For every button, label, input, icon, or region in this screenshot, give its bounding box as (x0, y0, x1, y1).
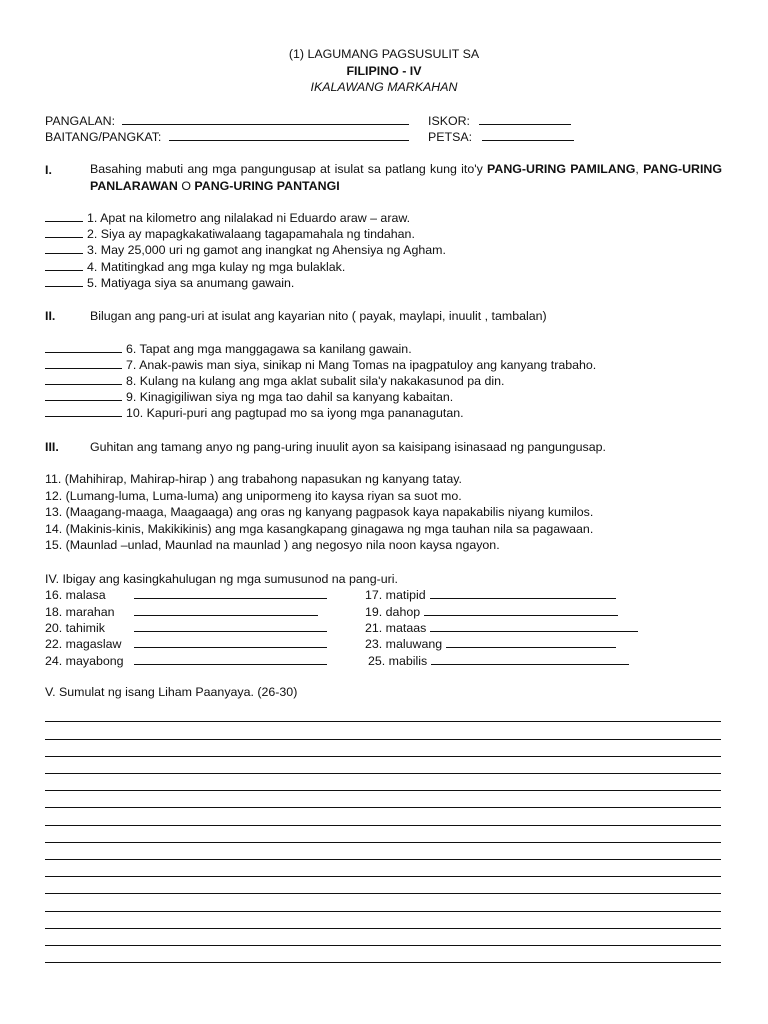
answer-blank[interactable] (45, 405, 122, 417)
answer-blank[interactable] (45, 226, 83, 238)
answer-blank[interactable] (431, 653, 629, 665)
synonym-word: 24. mayabong (45, 654, 124, 668)
list-item (45, 357, 596, 373)
answer-blank[interactable] (45, 357, 122, 369)
writing-line[interactable] (45, 945, 721, 946)
answer-blank[interactable] (134, 620, 327, 632)
synonym-item (368, 653, 629, 669)
list-item (45, 405, 464, 421)
list-item (45, 242, 446, 258)
list-item (45, 275, 294, 291)
answer-blank[interactable] (446, 636, 616, 648)
name-label: PANGALAN: (45, 114, 116, 128)
writing-line[interactable] (45, 962, 721, 963)
part3-numeral: III. (45, 440, 59, 454)
part5-instruction: V. Sumulat ng isang Liham Paanyaya. (26-30) (45, 685, 298, 699)
list-item (45, 373, 504, 389)
list-item: 11. (Mahihirap, Mahirap-hirap ) ang trabahong napasukan ng kanyang tatay. (45, 472, 462, 486)
synonym-item (45, 587, 327, 603)
part1-pantangi: PANG-URING PANTANGI (194, 179, 340, 193)
synonym-item (45, 604, 318, 620)
item-text: 10. Kapuri-puri ang pagtupad mo sa iyong mga pananagutan. (126, 406, 464, 420)
score-blank[interactable] (479, 113, 571, 125)
writing-line[interactable] (45, 773, 721, 774)
answer-blank[interactable] (45, 389, 122, 401)
answer-blank[interactable] (134, 604, 318, 616)
list-item (45, 210, 410, 226)
item-text: 3. May 25,000 uri ng gamot ang inangkat ng Ahensiya ng Agham. (87, 243, 446, 257)
test-title: (1) LAGUMANG PAGSUSULIT SA (288, 47, 480, 61)
synonym-word: 18. marahan (45, 605, 115, 619)
grade-field (45, 129, 409, 145)
writing-line[interactable] (45, 825, 721, 826)
synonym-word: 19. dahop (365, 605, 421, 619)
list-item: 15. (Maunlad –unlad, Maunlad na maunlad ) ang negosyo nila noon kaysa ngayon. (45, 538, 500, 552)
synonym-word: 20. tahimik (45, 621, 105, 635)
answer-blank[interactable] (430, 587, 616, 599)
answer-blank[interactable] (424, 604, 618, 616)
answer-blank[interactable] (45, 341, 122, 353)
list-item: 14. (Makinis-kinis, Makikikinis) ang mga kasangkapang ginagawa ng mga tauhan nila sa pagawaan. (45, 522, 594, 536)
answer-blank[interactable] (45, 275, 83, 287)
writing-line[interactable] (45, 739, 721, 740)
writing-line[interactable] (45, 807, 721, 808)
answer-blank[interactable] (45, 210, 83, 222)
part2-instruction: Bilugan ang pang-uri at isulat ang kayarian nito ( payak, maylapi, inuulit , tambalan) (90, 309, 547, 323)
answer-blank[interactable] (134, 636, 327, 648)
list-item (45, 341, 412, 357)
part1-numeral: I. (45, 163, 52, 177)
synonym-item (45, 620, 327, 636)
item-text: 9. Kinagigiliwan siya ng mga tao dahil sa kanyang kabaitan. (126, 390, 454, 404)
score-label: ISKOR: (428, 114, 470, 128)
list-item: 12. (Lumang-luma, Luma-luma) ang unipormeng ito kaysa riyan sa suot mo. (45, 489, 462, 503)
item-text: 1. Apat na kilometro ang nilalakad ni Eduardo araw – araw. (87, 211, 411, 225)
synonym-word: 22. magaslaw (45, 637, 122, 651)
part1-comma: , (635, 162, 644, 176)
writing-line[interactable] (45, 756, 721, 757)
writing-line[interactable] (45, 876, 721, 877)
synonym-item (365, 587, 616, 603)
synonym-item (365, 620, 638, 636)
synonym-item (45, 653, 327, 669)
answer-blank[interactable] (134, 653, 327, 665)
item-text: 6. Tapat ang mga manggagawa sa kanilang gawain. (126, 342, 412, 356)
part2-numeral: II. (45, 309, 56, 323)
synonym-word: 17. matipid (365, 588, 426, 602)
part1-panlarawan: PANG-URING PANLARAWAN (90, 162, 723, 193)
date-label: PETSA: (428, 130, 473, 144)
item-text: 8. Kulang na kulang ang mga aklat subalit sila'y nakakasunod pa din. (126, 374, 505, 388)
grade-label: BAITANG/PANGKAT: (45, 130, 162, 144)
part3-instruction: Guhitan ang tamang anyo ng pang-uring inuulit ayon sa kaisipang isinasaad ng pangungusap. (90, 440, 606, 454)
date-field (428, 129, 574, 145)
synonym-word: 23. maluwang (365, 637, 443, 651)
answer-blank[interactable] (45, 373, 122, 385)
list-item (45, 389, 453, 405)
synonym-word: 16. malasa (45, 588, 106, 602)
quarter-title: IKALAWANG MARKAHAN (310, 80, 458, 94)
synonym-word: 21. mataas (365, 621, 427, 635)
list-item: 13. (Maagang-maaga, Maagaaga) ang oras ng kanyang pagpasok kaya napakabilis niyang kumilos. (45, 505, 594, 519)
synonym-word: 25. mabilis (368, 654, 428, 668)
list-item (45, 259, 345, 275)
part4-instruction: IV. Ibigay ang kasingkahulugan ng mga sumusunod na pang-uri. (45, 572, 398, 586)
item-text: 2. Siya ay mapagkakatiwalaang tagapamahala ng tindahan. (87, 227, 415, 241)
list-item (45, 226, 415, 242)
item-text: 4. Matitingkad ang mga kulay ng mga bulaklak. (87, 260, 346, 274)
part1-pamilang: PANG-URING PAMILANG (487, 162, 636, 176)
answer-blank[interactable] (430, 620, 638, 632)
synonym-item (45, 636, 327, 652)
item-text: 7. Anak-pawis man siya, sinikap ni Mang Tomas na ipagpatuloy ang kanyang trabaho. (126, 358, 597, 372)
answer-blank[interactable] (45, 242, 83, 254)
part1-instruction (90, 161, 722, 195)
writing-line[interactable] (45, 928, 721, 929)
synonym-item (365, 636, 616, 652)
part1-or: O (177, 179, 195, 193)
item-text: 5. Matiyaga siya sa anumang gawain. (87, 276, 295, 290)
writing-line[interactable] (45, 911, 721, 912)
writing-line[interactable] (45, 721, 721, 722)
date-blank[interactable] (482, 129, 574, 141)
answer-blank[interactable] (45, 259, 83, 271)
writing-line[interactable] (45, 859, 721, 860)
synonym-item (365, 604, 618, 620)
writing-line[interactable] (45, 842, 721, 843)
part1-instr-text: Basahing mabuti ang mga pangungusap at isulat sa patlang kung ito'y (90, 162, 488, 176)
writing-line[interactable] (45, 790, 721, 791)
subject-title: FILIPINO - IV (346, 64, 422, 78)
writing-line[interactable] (45, 893, 721, 894)
grade-blank[interactable] (169, 129, 409, 141)
name-field (45, 113, 409, 129)
score-field (428, 113, 571, 129)
name-blank[interactable] (122, 113, 409, 125)
answer-blank[interactable] (134, 587, 327, 599)
